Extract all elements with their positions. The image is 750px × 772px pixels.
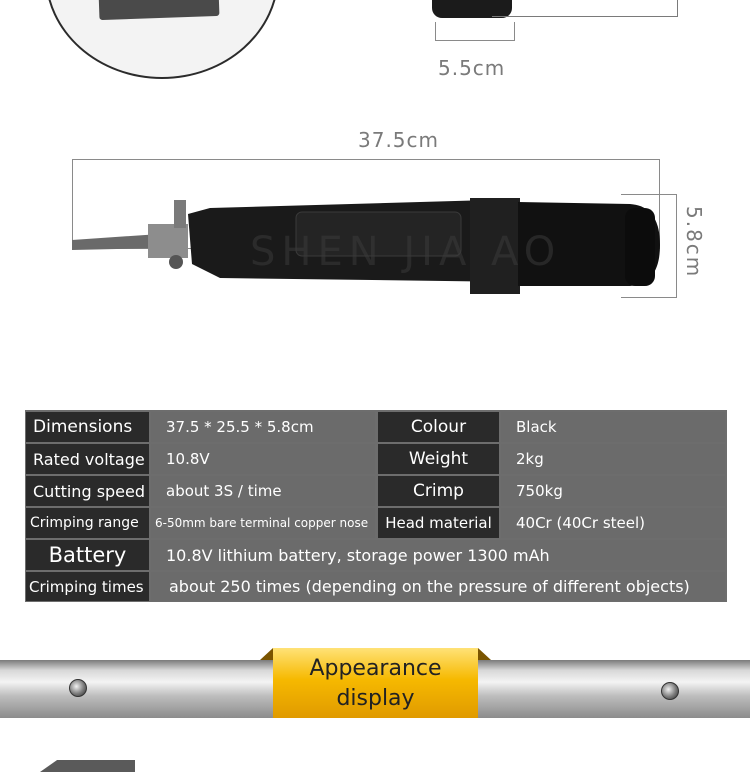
- spec-value: 2kg: [501, 444, 725, 474]
- cutter-bolt: [169, 255, 183, 269]
- spec-value: 40Cr (40Cr steel): [501, 508, 725, 538]
- spec-label: Head material: [378, 508, 499, 538]
- screw-icon: [69, 679, 87, 697]
- spec-label: Crimp: [378, 476, 499, 506]
- spec-value: 37.5 * 25.5 * 5.8cm: [151, 412, 375, 442]
- dimension-line: [492, 16, 677, 17]
- spec-value: 6-50mm bare terminal copper nose: [151, 508, 375, 538]
- spec-label: Crimping range: [26, 508, 149, 538]
- dimension-line: [677, 0, 678, 17]
- section-title-line1: Appearance: [309, 656, 442, 681]
- depth-label: 5.5cm: [438, 56, 506, 80]
- spec-value: 10.8V: [151, 444, 375, 474]
- depth-bracket: [435, 22, 515, 41]
- cutter-pin: [174, 200, 186, 228]
- spec-label: Crimping times: [26, 572, 149, 601]
- spec-value: 10.8V lithium battery, storage power 1300 mAh: [151, 540, 725, 570]
- spec-label: Dimensions: [26, 412, 149, 442]
- battery-cap: [625, 208, 655, 286]
- spec-value: 750kg: [501, 476, 725, 506]
- section-title-line2: display: [336, 686, 415, 711]
- banner-tab: [260, 648, 273, 660]
- spec-value: about 3S / time: [151, 476, 375, 506]
- section-title: [273, 654, 478, 714]
- spec-table: [25, 410, 727, 602]
- next-image-fragment: [40, 760, 135, 772]
- blade-image: [99, 0, 220, 20]
- hydraulic-cutter-image: [70, 190, 670, 295]
- spec-value: about 250 times (depending on the pressure of different objects): [151, 572, 725, 601]
- banner-tab: [478, 648, 491, 660]
- screw-icon: [661, 682, 679, 700]
- watermark: SHEN JIA AO: [250, 229, 562, 275]
- spec-label: Cutting speed: [26, 476, 149, 506]
- length-label: 37.5cm: [358, 128, 440, 152]
- spec-label: Colour: [378, 412, 499, 442]
- blade-closeup-circle: [45, 0, 279, 79]
- spec-value: Black: [501, 412, 725, 442]
- spec-label: Weight: [378, 444, 499, 474]
- cutter-head: [148, 224, 188, 258]
- height-label: 5.8cm: [682, 206, 706, 279]
- spec-label: Battery: [26, 540, 149, 570]
- spec-label: Rated voltage: [26, 444, 149, 474]
